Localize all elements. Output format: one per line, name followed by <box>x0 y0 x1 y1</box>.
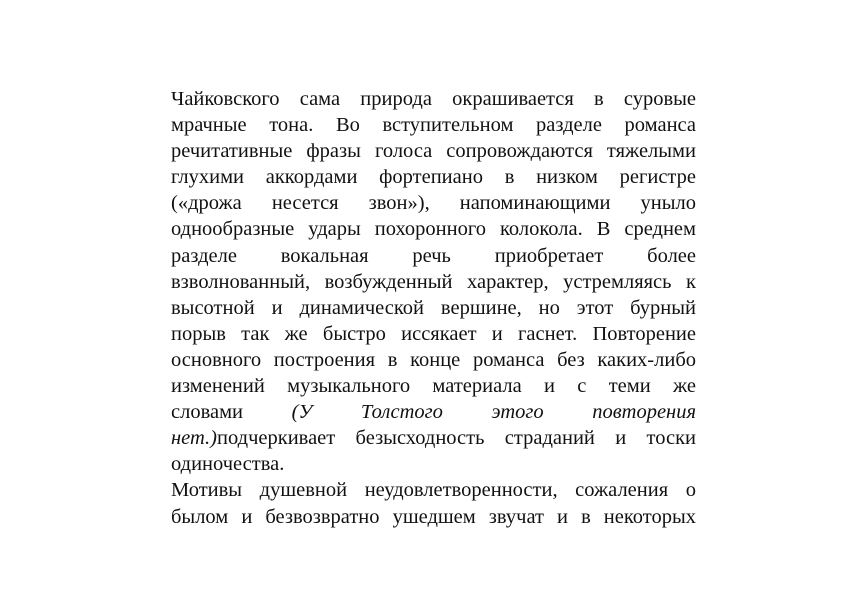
text-segment: подчеркивает безысходность страданий и тоски <box>217 427 696 450</box>
text-line: изменений музыкального материала и с теми же <box>171 375 696 398</box>
text-line: глухими аккордами фортепиано в низком регистре <box>171 166 696 189</box>
text-line: мрачные тона. Во вступительном разделе романса <box>171 114 696 137</box>
text-line: («дрожа несется звон»), напоминающими уныло <box>171 192 696 215</box>
italic-note-segment: (У Толстого этого повторения <box>291 401 697 424</box>
text-line: высотной и динамической вершине, но этот бурный <box>171 296 696 319</box>
text-line-mixed <box>171 399 696 425</box>
document-text-block <box>171 86 696 530</box>
text-line: разделе вокальная речь приобретает более <box>171 244 696 267</box>
text-line: основного построения в конце романса без каких-либо <box>171 348 696 371</box>
text-line: взволнованный, возбужденный характер, устремляясь к <box>171 270 696 293</box>
text-line: Мотивы душевной неудовлетворенности, сожаления о <box>171 479 696 502</box>
text-segment: словами <box>171 401 244 424</box>
text-line: Чайковского сама природа окрашивается в суровые <box>171 88 696 110</box>
text-line: речитативные фразы голоса сопровождаются тяжелыми <box>171 140 696 163</box>
text-line: былом и безвозвратно ушедшем звучат и в некоторых <box>171 505 696 528</box>
text-line-mixed <box>171 425 696 451</box>
text-line: однообразные удары похоронного колокола. В среднем <box>171 218 696 241</box>
text-line: порыв так же быстро иссякает и гаснет. Повторение <box>171 322 696 345</box>
paragraph-last-line: одиночества. <box>171 453 285 476</box>
italic-note-segment: нет.) <box>171 427 218 450</box>
